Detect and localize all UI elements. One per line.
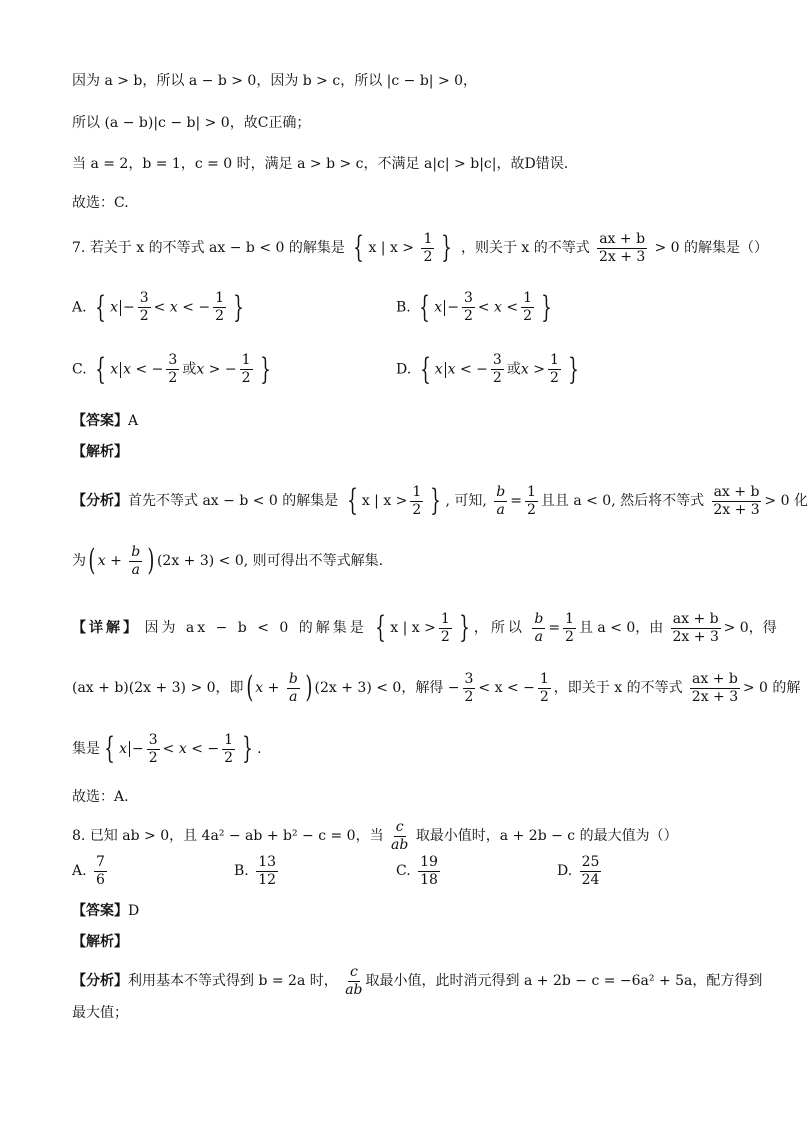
answer-value: A	[128, 413, 139, 429]
q8-answer-line	[72, 900, 139, 922]
text-part: ，所以	[473, 620, 525, 637]
fenxi-tag: 【分析】	[72, 493, 128, 510]
stem-part: ，则关于 x 的不等式	[460, 240, 590, 257]
fenxi-line-1: 【分析】首先不等式 ax − b < 0 的解集是 { x | x > $\frac{1}{2}$ } , 可知, $\frac{b}{a}$ = $\frac{1}{2}$ 且且 a < 0, 然后将不等式 $\frac{ax + b}{2x + 3}$ > 0 化	[72, 483, 808, 519]
stem-part: 已知 ab > 0，且 4a² − ab + b² − c = 0，当	[89, 828, 384, 845]
option-label: C.	[72, 361, 87, 378]
option-label: D.	[396, 361, 412, 378]
xiangjie-line-3: 集是 { x − $\frac{3}{2}$ < x < − $\frac{1}{2}$ } .	[72, 731, 262, 767]
text-part: 利用基本不等式得到 b = 2a 时，	[128, 973, 338, 990]
text-part: 取最小值，此时消元得到 a + 2b − c = −6a² + 5a，配方得到	[365, 973, 763, 990]
question-8-stem	[72, 820, 678, 852]
text-part: > 0 的解	[742, 680, 801, 697]
fraction-one-half: $\frac{1}{2}$	[423, 231, 433, 265]
q8-fenxi-line-2: 最大值；	[72, 1005, 128, 1021]
option-label: A.	[72, 863, 87, 880]
fenxi-tag: 【分析】	[72, 973, 128, 990]
text-part: (2x + 3) < 0, 则可得出不等式解集.	[156, 553, 384, 570]
stem-part: > 0 的解集是（）	[654, 240, 769, 257]
solution-line-1: 因为 a > b，所以 a − b > 0，因为 b > c，所以 |c − b| > 0，	[72, 73, 478, 89]
option-label: B.	[396, 299, 411, 316]
text-part: 且 a < 0，由	[578, 620, 664, 637]
answer-tag: 【答案】	[72, 903, 128, 919]
fraction-inequality: $\frac{ax + b}{2x + 3}$	[598, 231, 646, 265]
q8-option-d[interactable]: D. $\frac{25}{24}$	[557, 854, 600, 888]
left-brace: {	[353, 230, 365, 266]
xiangjie-tag: 【详解】	[72, 620, 140, 637]
text-part: (ax + b)(2x + 3) > 0，即	[72, 680, 244, 697]
text-part: 集是	[72, 741, 100, 758]
question-number: 7.	[72, 240, 86, 257]
stem-part: 取最小值时，a + 2b − c 的最大值为（）	[415, 828, 678, 845]
text-part: 首先不等式 ax − b < 0 的解集是	[128, 493, 339, 510]
option-label: A.	[72, 299, 87, 316]
answer-value: D	[128, 903, 140, 919]
q8-fenxi-line-1: 【分析】利用基本不等式得到 b = 2a 时， $\frac{c}{ab}$ 取最小值，此时消元得到 a + 2b − c = −6a² + 5a，配方得到	[72, 964, 763, 998]
answer-tag: 【答案】	[72, 413, 128, 429]
fraction-c-over-ab: $\frac{c}{ab}$	[391, 819, 409, 853]
text-part: 为	[72, 553, 86, 570]
option-label: B.	[234, 863, 249, 880]
right-brace: }	[441, 230, 453, 266]
option-a[interactable]: A. { x − $\frac{3}{2}$ < x < − $\frac{1}{2}$ }	[72, 290, 244, 325]
fenxi-line-2: 为( x + $\frac{b}{a}$ ) (2x + 3) < 0, 则可得出不等式解集.	[72, 543, 384, 579]
option-label: D.	[557, 863, 573, 880]
text-part: < x < −	[478, 680, 535, 697]
choose-c-line: 故选：C.	[72, 195, 129, 211]
stem-part: 若关于 x 的不等式 ax − b < 0 的解集是	[89, 240, 345, 257]
solution-line-2: 所以 (a − b)|c − b| > 0，故C正确；	[72, 115, 311, 131]
q8-option-a[interactable]: A. $\frac{7}{6}$	[72, 854, 105, 888]
option-d[interactable]: D. { x x < − $\frac{3}{2}$ 或x > $\frac{1}{2}$ }	[396, 352, 579, 387]
xiangjie-line-2: (ax + b)(2x + 3) > 0，即( x + $\frac{b}{a}$ ) (2x + 3) < 0，解得 − $\frac{3}{2}$ < x < − $\frac{1}{2}$ ，即关于 x 的不等式 $\frac{ax + b}{2x + 3}$ > 0 的解	[72, 670, 801, 706]
option-label: C.	[396, 863, 411, 880]
question-number: 8.	[72, 828, 86, 845]
text-part: > 0，得	[723, 620, 777, 637]
fraction-b-over-a: $\frac{b}{a}$	[496, 484, 506, 518]
question-7-stem	[72, 232, 768, 264]
text-part: 且且 a < 0, 然后将不等式	[540, 493, 705, 510]
q8-option-b[interactable]: B. $\frac{13}{12}$	[234, 854, 277, 888]
text-part: .	[257, 741, 262, 758]
answer-line	[72, 410, 138, 432]
set-expression: x | x >	[390, 620, 436, 637]
option-c[interactable]: C. { x x < − $\frac{3}{2}$ 或x > − $\frac{1}{2}$ }	[72, 352, 271, 387]
solution-line-3: 当 a = 2，b = 1，c = 0 时，满足 a > b > c，不满足 a|c| > b|c|，故D错误.	[72, 156, 569, 172]
text-part: (2x + 3) < 0，解得 −	[314, 680, 460, 697]
set-expression: x | x >	[361, 493, 408, 510]
text-part: ，即关于 x 的不等式	[553, 680, 683, 697]
choose-a-line: 故选：A.	[72, 789, 129, 805]
q8-option-c[interactable]: C. $\frac{19}{18}$	[396, 854, 438, 888]
text-part: , 可知,	[445, 493, 487, 510]
set-expression: x | x >	[368, 240, 415, 257]
q8-analysis-tag: 【解析】	[72, 934, 128, 950]
analysis-tag: 【解析】	[72, 444, 128, 460]
text-part: 因为 ax − b < 0 的解集是	[144, 620, 367, 637]
xiangjie-line-1: 【详解】 因为 ax − b < 0 的解集是 { x | x > $\frac{1}{2}$ } ，所以 $\frac{b}{a}$ = $\frac{1}{2}$ 且 a < 0，由 $\frac{ax + b}{2x + 3}$ > 0，得	[72, 610, 777, 646]
text-part: > 0 化	[764, 493, 808, 510]
option-b[interactable]: B. { x − $\frac{3}{2}$ < x < $\frac{1}{2}$ }	[396, 290, 552, 325]
